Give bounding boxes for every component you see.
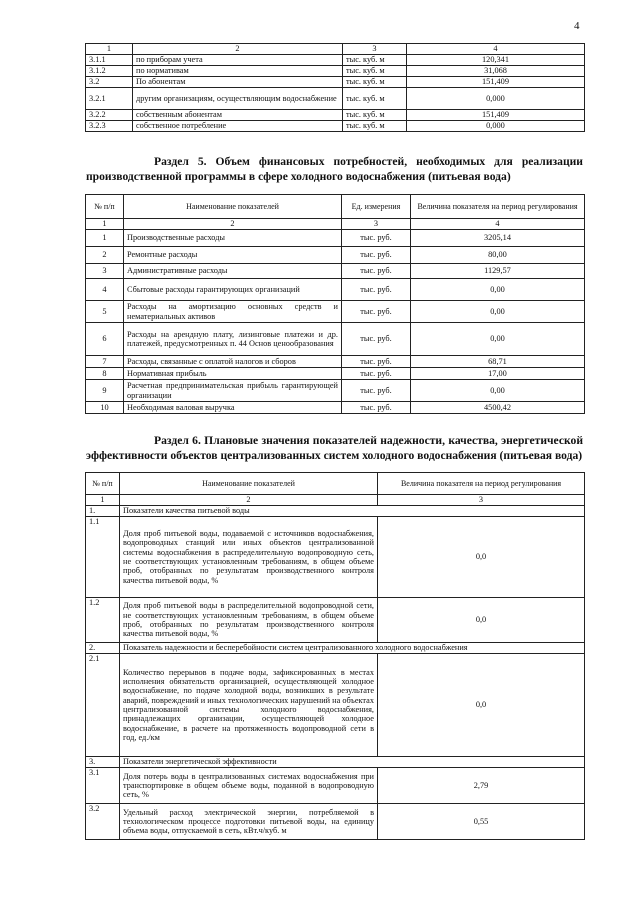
- row-value: 0,00: [411, 279, 585, 301]
- row-unit: тыс. руб.: [342, 301, 411, 323]
- row-name: Ремонтные расходы: [124, 247, 342, 264]
- row-name: Необходимая валовая выручка: [124, 402, 342, 414]
- row-number: 6: [86, 323, 124, 356]
- row-name: Доля потерь воды в централизованных системах водоснабжения при транспортировке в общем объеме воды, поданной в водопроводную сеть, %: [120, 768, 378, 804]
- row-unit: тыс. руб.: [342, 368, 411, 380]
- row-unit: тыс. куб. м: [343, 55, 407, 66]
- col-header: Величина показателя на период регулирования: [378, 473, 585, 495]
- table-row: [86, 323, 585, 356]
- row-name: собственное потребление: [133, 121, 343, 132]
- col-header: Ед. измерения: [342, 195, 411, 219]
- section-6-heading-text: Раздел 6. Плановые значения показателей надежности, качества, энергетической эффективности объектов централизованных систем холодного водоснабжения (питьевая вода): [86, 434, 583, 462]
- row-value: 151,409: [407, 77, 585, 88]
- row-value: 2,79: [378, 768, 585, 804]
- row-value: 0,00: [411, 323, 585, 356]
- row-number: 3.2: [86, 77, 133, 88]
- row-name: Доля проб питьевой воды в распределительной водопроводной сети, не соответствующих установленным требованиям, в общем объеме проб, отобранных по результатам производственного контроля качества питьевой воды, %: [120, 598, 378, 643]
- row-value: 0,00: [411, 380, 585, 402]
- section-6-heading: [86, 434, 583, 463]
- row-value: 151,409: [407, 110, 585, 121]
- table-row: [86, 279, 585, 301]
- row-unit: тыс. руб.: [342, 356, 411, 368]
- row-name: Расходы на амортизацию основных средств и нематериальных активов: [124, 301, 342, 323]
- row-unit: тыс. руб.: [342, 380, 411, 402]
- row-value: 3205,14: [411, 230, 585, 247]
- row-name: Расходы на арендную плату, лизинговые платежи и др. платежей, предусмотренных п. 44 Основ ценообразования: [124, 323, 342, 356]
- col-number: 3: [342, 219, 411, 230]
- table-row: [86, 110, 585, 121]
- row-value: 0,0: [378, 654, 585, 757]
- col-number: 2: [133, 44, 343, 55]
- table-section-row: [86, 506, 585, 517]
- section-5-heading-text: Раздел 5. Объем финансовых потребностей, необходимых для реализации производственной программы в сфере холодного водоснабжения (питьевая вода): [86, 155, 583, 183]
- col-header: № п/п: [86, 473, 120, 495]
- row-value: 17,00: [411, 368, 585, 380]
- row-name: По абонентам: [133, 77, 343, 88]
- row-number: 4: [86, 279, 124, 301]
- table-row: [86, 654, 585, 757]
- table-row: [86, 121, 585, 132]
- row-number: 1: [86, 230, 124, 247]
- row-number: 3.2.3: [86, 121, 133, 132]
- row-number: 3.2.1: [86, 88, 133, 110]
- financial-needs-table: [85, 194, 585, 414]
- table-row: [86, 768, 585, 804]
- row-number: 2: [86, 247, 124, 264]
- row-value: 31,068: [407, 66, 585, 77]
- row-unit: тыс. куб. м: [343, 66, 407, 77]
- row-name: другим организациям, осуществляющим водоснабжение: [133, 88, 343, 110]
- table-row: [86, 495, 585, 506]
- table-row: [86, 77, 585, 88]
- row-value: 0,0: [378, 517, 585, 598]
- table-section-row: [86, 643, 585, 654]
- row-name: Количество перерывов в подаче воды, зафиксированных в местах исполнения обязательств организацией, осуществляющей холодное водоснабжение, по подаче холодной воды, возникших в результате аварий, повреждений и иных технологических нарушений на объектах централизованной системы холодного водоснабжения, принадлежащих организации, осуществляющей холодное водоснабжение, в расчете на протяженность водопроводной сети в год, ед./км: [120, 654, 378, 757]
- table-row: [86, 402, 585, 414]
- row-unit: тыс. руб.: [342, 230, 411, 247]
- row-name: Расходы, связанные с оплатой налогов и сборов: [124, 356, 342, 368]
- row-unit: тыс. руб.: [342, 247, 411, 264]
- row-name: Административные расходы: [124, 264, 342, 279]
- table-row: [86, 368, 585, 380]
- row-value: 0,55: [378, 804, 585, 840]
- table-section-row: [86, 757, 585, 768]
- row-number: 3.1: [86, 768, 120, 804]
- row-value: 4500,42: [411, 402, 585, 414]
- table-row: [86, 264, 585, 279]
- col-number: 2: [124, 219, 342, 230]
- table-row: [86, 44, 585, 55]
- row-number: 10: [86, 402, 124, 414]
- col-header: Наименование показателей: [124, 195, 342, 219]
- table-row: [86, 247, 585, 264]
- table-row: [86, 88, 585, 110]
- row-unit: тыс. руб.: [342, 323, 411, 356]
- row-name: Сбытовые расходы гарантирующих организаций: [124, 279, 342, 301]
- row-value: 1129,57: [411, 264, 585, 279]
- page-number: 4: [574, 20, 580, 32]
- row-unit: тыс. куб. м: [343, 77, 407, 88]
- col-header: Величина показателя на период регулирования: [411, 195, 585, 219]
- row-value: 80,00: [411, 247, 585, 264]
- col-number: 1: [86, 495, 120, 506]
- table-row: [86, 356, 585, 368]
- water-volume-table: [85, 43, 585, 132]
- row-value: 0,0: [378, 598, 585, 643]
- col-number: 3: [378, 495, 585, 506]
- row-number: 1.2: [86, 598, 120, 643]
- row-number: 3.1.1: [86, 55, 133, 66]
- row-number: 3.1.2: [86, 66, 133, 77]
- table-row: [86, 517, 585, 598]
- row-value: 68,71: [411, 356, 585, 368]
- col-number: 1: [86, 44, 133, 55]
- table-row: [86, 230, 585, 247]
- table-row: [86, 598, 585, 643]
- table-row: [86, 804, 585, 840]
- table-row: [86, 55, 585, 66]
- col-number: 4: [407, 44, 585, 55]
- col-number: 2: [120, 495, 378, 506]
- row-number: 8: [86, 368, 124, 380]
- row-number: 2.: [86, 643, 120, 654]
- row-name: Доля проб питьевой воды, подаваемой с источников водоснабжения, водопроводных станций или иных объектов централизованной системы водоснабжения в распределительную водопроводную сеть, не соответствующих установленным требованиям, в общем объеме проб, отобранных по результатам производственного контроля качества питьевой воды, %: [120, 517, 378, 598]
- row-unit: тыс. куб. м: [343, 110, 407, 121]
- row-value: 0,000: [407, 121, 585, 132]
- row-unit: тыс. куб. м: [343, 121, 407, 132]
- row-number: 3.: [86, 757, 120, 768]
- row-unit: тыс. руб.: [342, 264, 411, 279]
- row-value: 0,000: [407, 88, 585, 110]
- section-5-heading: [86, 155, 583, 184]
- row-number: 3.2.2: [86, 110, 133, 121]
- row-number: 1.: [86, 506, 120, 517]
- row-unit: тыс. руб.: [342, 279, 411, 301]
- col-header: № п/п: [86, 195, 124, 219]
- col-number: 3: [343, 44, 407, 55]
- row-name: Показатель надежности и бесперебойности систем централизованного холодного водоснабжения: [120, 643, 585, 654]
- row-unit: тыс. куб. м: [343, 88, 407, 110]
- row-number: 3: [86, 264, 124, 279]
- row-name: по нормативам: [133, 66, 343, 77]
- row-name: собственным абонентам: [133, 110, 343, 121]
- table-row: [86, 380, 585, 402]
- col-number: 1: [86, 219, 124, 230]
- col-header: Наименование показателей: [120, 473, 378, 495]
- row-number: 1.1: [86, 517, 120, 598]
- row-name: Показатели качества питьевой воды: [120, 506, 585, 517]
- row-name: по приборам учета: [133, 55, 343, 66]
- row-number: 5: [86, 301, 124, 323]
- row-value: 120,341: [407, 55, 585, 66]
- row-name: Производственные расходы: [124, 230, 342, 247]
- table-row: [86, 66, 585, 77]
- row-name: Нормативная прибыль: [124, 368, 342, 380]
- row-value: 0,00: [411, 301, 585, 323]
- col-number: 4: [411, 219, 585, 230]
- row-number: 7: [86, 356, 124, 368]
- table-header-row: [86, 473, 585, 495]
- table-header-row: [86, 195, 585, 219]
- row-name: Показатели энергетической эффективности: [120, 757, 585, 768]
- row-number: 3.2: [86, 804, 120, 840]
- table-row: [86, 219, 585, 230]
- reliability-indicators-table: [85, 472, 585, 840]
- table-row: [86, 301, 585, 323]
- row-unit: тыс. руб.: [342, 402, 411, 414]
- row-number: 9: [86, 380, 124, 402]
- row-number: 2.1: [86, 654, 120, 757]
- row-name: Расчетная предпринимательская прибыль гарантирующей организации: [124, 380, 342, 402]
- row-name: Удельный расход электрической энергии, потребляемой в технологическом процессе подготовки питьевой воды, на единицу объема воды, отпускаемой в сеть, кВт.ч/куб. м: [120, 804, 378, 840]
